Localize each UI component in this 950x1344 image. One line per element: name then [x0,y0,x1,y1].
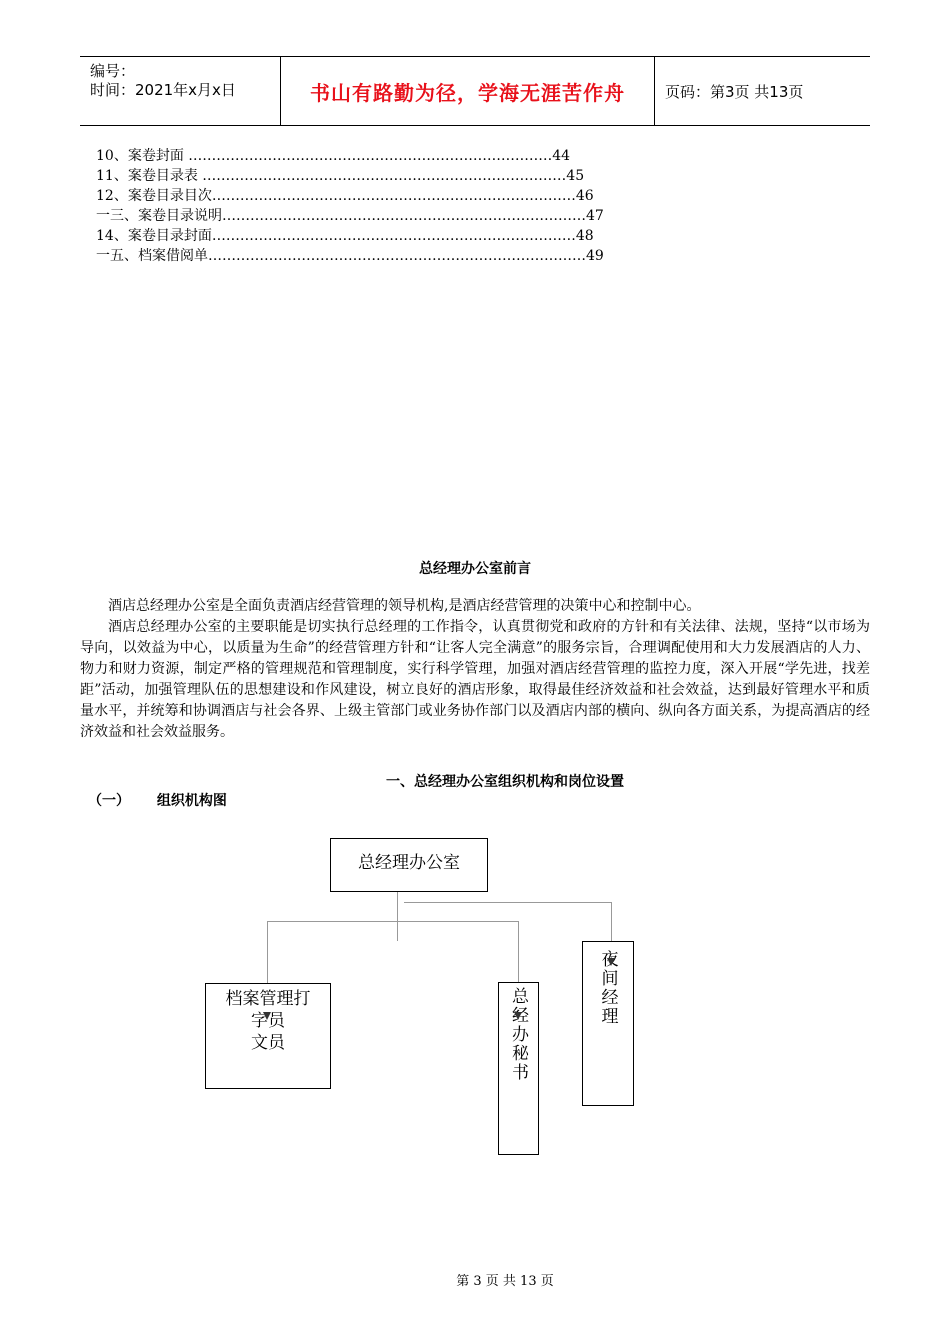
toc-entry-page: 49 [586,248,604,264]
toc-entry-dots: …………………………………………………………………… [211,188,576,204]
document-number-label: 编号： [90,62,136,80]
page-footer: 第 3 页 共 13 页 [456,1274,554,1289]
toc-entry-dots: …………………………………………………………………… [188,148,553,164]
toc-entry-dots: …………………………………………………………………… [197,168,567,184]
org-node-root [330,838,488,892]
org-node-label: 字员 [251,1011,285,1031]
toc-entry-label: 一五、档案借阅单 [96,248,208,264]
subsection-title: 组织机构图 [156,793,227,809]
org-node-root-label: 总经理办公室 [358,853,460,873]
subsection-number: （一） [88,793,130,809]
org-node-label: 总经办秘书 [508,987,528,1082]
org-connector [404,902,612,903]
toc-entry-page: 47 [586,208,604,224]
toc-entry-label: 10、案卷封面 [96,148,189,164]
org-node-label: 档案管理打 [225,989,311,1009]
header-motto: 书山有路勤为径，学海无涯苦作舟 [310,80,625,105]
toc-entry-label: 14、案卷目录封面 [96,228,212,244]
toc-entry-label: 一三、案卷目录说明 [96,208,222,224]
preface-title: 总经理办公室前言 [419,561,531,577]
org-node-label: 夜间经理 [597,950,618,1026]
header-page-cell [655,57,870,125]
org-node-label: 文员 [251,1033,285,1053]
toc-entry-page: 48 [575,228,594,244]
preface-body [80,596,870,743]
section-title: 一、总经理办公室组织机构和岗位设置 [386,774,624,790]
header-motto-cell [281,57,655,125]
preface-paragraph: 酒店总经理办公室的主要职能是切实执行总经理的工作指令，认真贯彻党和政府的方针和有关法律、法规，坚持“以市场为导向，以效益为中心，以质量为生命”的经营管理方针和“让客人完全满意”的服务宗旨，合理调配使用和大力发展酒店的人力、物力和财力资源，制定严格的管理规范和管理制度，实行科学管理，加强对酒店经营管理的监控力度，深入开展“学先进，找差距”活动，加强管理队伍的思想建设和作风建设，树立良好的酒店形象，取得最佳经济效益和社会效益，达到最好管理水平和质量水平，并统筹和协调酒店与社会各界、上级主管部门或业务协作部门以及酒店内部的横向、纵向各方面关系，为提高酒店的经济效益和社会效益服务。 [80,619,870,740]
toc-entry[interactable] [96,166,696,186]
toc-entry-label: 11、案卷目录表 [96,168,198,184]
toc-entry-dots: …………………………………………………………………… [211,228,576,244]
document-date-label: 时间：2021年x月x日 [90,81,236,99]
toc-entry-dots: ……………………………………………………………………… [208,248,586,264]
toc-entry-page: 44 [552,148,571,164]
toc-entry-dots: …………………………………………………………………… [222,208,586,224]
org-connector [397,891,398,941]
table-of-contents [96,146,696,266]
arrow-down-icon [607,958,615,966]
toc-entry[interactable] [96,186,696,206]
page-header [80,56,870,126]
toc-entry-page: 46 [575,188,594,204]
toc-entry[interactable] [96,146,696,166]
preface-paragraph: 酒店总经理办公室是全面负责酒店经营管理的领导机构,是酒店经营管理的决策中心和控制中心。 [108,598,701,614]
org-connector [267,921,519,922]
header-meta-cell [80,57,281,125]
org-node-secretary [498,982,539,1155]
arrow-down-icon [514,1012,522,1020]
toc-entry[interactable] [96,226,696,246]
arrow-down-icon [263,1012,271,1020]
toc-entry-page: 45 [566,168,585,184]
subsection-heading [88,790,227,810]
header-page-info: 页码：第3页 共13页 [665,82,804,101]
org-node-archive-clerk [205,983,331,1089]
toc-entry[interactable] [96,246,696,266]
toc-entry-label: 12、案卷目录目次 [96,188,212,204]
toc-entry[interactable] [96,206,696,226]
